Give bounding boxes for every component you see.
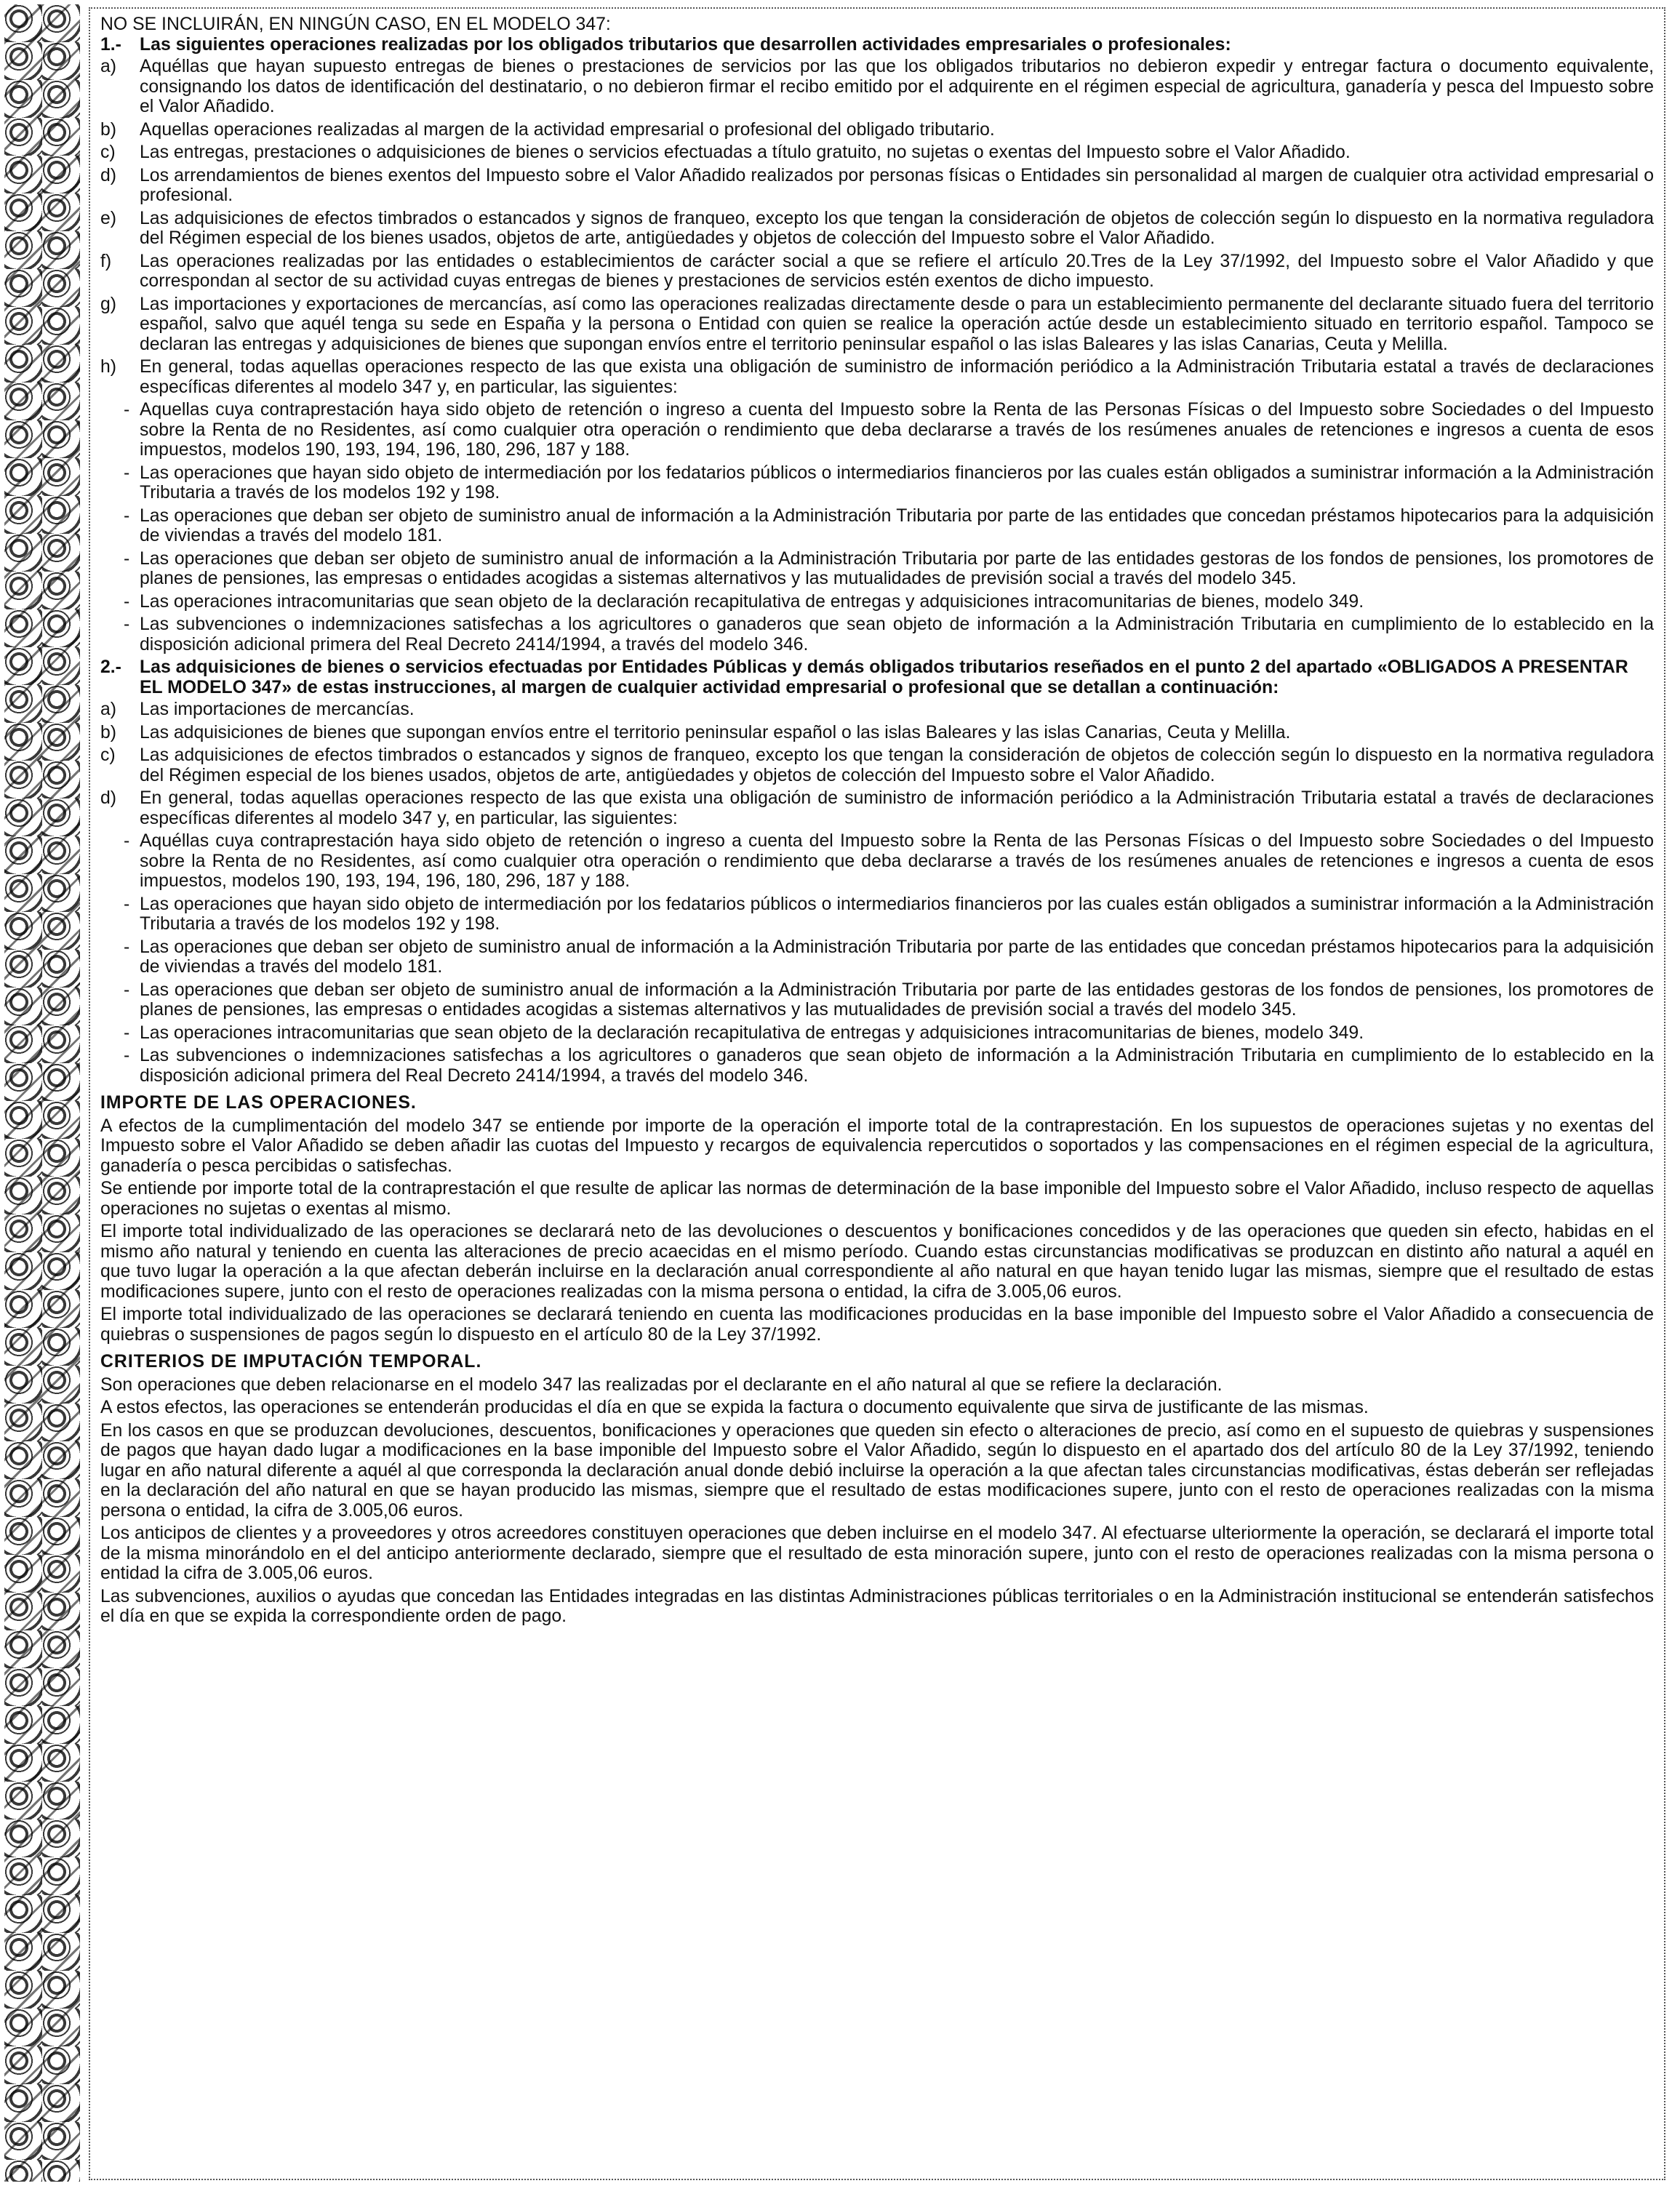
importe-title: IMPORTE DE LAS OPERACIONES. <box>100 1093 417 1113</box>
paragraph: Se entiende por importe total de la contraprestación el que resulte de aplicar las normas de determinación de la base imponible del Impuesto sobre el Valor Añadido, incluso respecto de aquellas operaciones no sujetas o exentas al mismo. <box>100 1179 1654 1219</box>
paragraph: En los casos en que se produzcan devoluciones, descuentos, bonificaciones y operaciones que queden sin efecto o alteraciones de precio, así como en el supuesto de quiebras y suspensiones de pagos que hayan dado lugar a modificaciones en la base imponible del Impuesto sobre el Valor Añadido, según lo dispuesto en el apartado dos del artículo 80 de la Ley 37/1992, teniendo lugar en año natural diferente a aquél al que corresponda la declaración anual donde debió incluirse la operación a la que afectan tales circunstancias modificativas, éstas deberán ser reflejadas en la declaración del año natural en que se hayan producido las mismas, siempre que el resultado de estas modificaciones supere, junto con el resto de operaciones realizadas con la misma persona o entidad, la cifra de 3.005,06 euros. <box>100 1420 1654 1521</box>
item-dash: - <box>124 614 130 634</box>
paragraph: A estos efectos, las operaciones se entenderán producidas el día en que se expida la factura o documento equivalente que sirva de justificante de las mismas. <box>100 1398 1369 1417</box>
item-text: Las operaciones que deban ser objeto de suministro anual de información a la Administración Tributaria por parte de las entidades gestoras de los fondos de pensiones, los promotores de planes de pensiones, las empresas o entidades acogidas a sistemas alternativos y las mutualidades de previsión social a través del modelo 345. <box>140 980 1654 1020</box>
item-text: Las adquisiciones de bienes que supongan envíos entre el territorio peninsular español o las islas Baleares y las islas Canarias, Ceuta y Melilla. <box>140 722 1291 742</box>
list-item <box>100 700 1654 720</box>
item-text: Las entregas, prestaciones o adquisiciones de bienes o servicios efectuadas a título gratuito, no sujetas o exentas del Impuesto sobre el Valor Añadido. <box>140 143 1351 162</box>
page-heading: NO SE INCLUIRÁN, EN NINGÚN CASO, EN EL MODELO 347: <box>100 15 611 34</box>
section-title-text: Las siguientes operaciones realizadas por los obligados tributarios que desarrollen actividades empresariales o profesionales: <box>140 34 1231 55</box>
section-number: 1.- <box>100 34 121 55</box>
section-1-title <box>100 35 1654 55</box>
list-item <box>100 788 1654 828</box>
item-label: g) <box>100 294 117 314</box>
item-dash: - <box>124 591 130 612</box>
item-text: Aquellas operaciones realizadas al margen de la actividad empresarial o profesional del obligado tributario. <box>140 119 995 140</box>
list-item <box>100 252 1654 292</box>
item-dash: - <box>124 400 130 420</box>
item-text: Las operaciones que deban ser objeto de suministro anual de información a la Administración Tributaria por parte de las entidades que concedan préstamos hipotecarios para la adquisición de viviendas a través del modelo 181. <box>140 505 1654 545</box>
item-text: En general, todas aquellas operaciones respecto de las que exista una obligación de suministro de información periódico a la Administración Tributaria estatal a través de declaraciones específicas diferentes al modelo 347 y, en particular, las siguientes: <box>140 788 1654 828</box>
list-item <box>100 723 1654 743</box>
sub-list-item <box>124 1023 1654 1044</box>
sub-list-item <box>124 506 1654 546</box>
item-label: d) <box>100 165 117 185</box>
decorative-border-pattern <box>4 4 80 2182</box>
item-dash: - <box>124 1046 130 1065</box>
list-item <box>100 166 1654 206</box>
item-dash: - <box>124 463 130 483</box>
list-item <box>100 209 1654 249</box>
list-item <box>100 295 1654 355</box>
item-label: h) <box>100 357 117 377</box>
item-label: b) <box>100 119 117 140</box>
section-2-title <box>100 657 1654 697</box>
item-text: Las operaciones que hayan sido objeto de intermediación por los fedatarios públicos o intermediarios financieros por las cuales están obligados a suministrar información a la Administración Tributaria a través de los modelos 192 y 198. <box>140 463 1654 503</box>
list-item <box>100 143 1654 163</box>
paragraph: El importe total individualizado de las operaciones se declarará teniendo en cuenta las modificaciones producidas en la base imponible del Impuesto sobre el Valor Añadido a consecuencia de quiebras o suspensiones de pagos según lo dispuesto en el artículo 80 de la Ley 37/1992. <box>100 1305 1654 1345</box>
sub-list-item <box>124 980 1654 1020</box>
section-title-text: Las adquisiciones de bienes o servicios efectuadas por Entidades Públicas y demás obligados tributarios reseñados en el punto 2 del apartado «OBLIGADOS A PRESENTAR EL MODELO 347» de estas instrucciones, al margen de cualquier actividad empresarial o profesional que se detallan a continuación: <box>140 657 1628 697</box>
item-text: Las importaciones y exportaciones de mercancías, así como las operaciones realizadas directamente desde o para un establecimiento permanente del declarante situado fuera del territorio español, salvo que aquél tenga su sede en España y la persona o Entidad con quien se realice la operación actúe desde un establecimiento situado en territorio español. Tampoco se declaran las entregas y adquisiciones de bienes que supongan envíos entre el territorio peninsular español o las islas Baleares y las islas Canarias, Ceuta y Melilla. <box>140 294 1654 354</box>
item-text: Las operaciones intracomunitarias que sean objeto de la declaración recapitulativa de entregas y adquisiciones intracomunitarias de bienes, modelo 349. <box>140 591 1364 612</box>
item-label: c) <box>100 745 116 765</box>
sub-list-item <box>124 549 1654 589</box>
item-dash: - <box>124 894 130 914</box>
section-1-subitems <box>100 400 1654 654</box>
sub-list-item <box>124 400 1654 460</box>
item-text: Las operaciones que deban ser objeto de suministro anual de información a la Administración Tributaria por parte de las entidades que concedan préstamos hipotecarios para la adquisición de viviendas a través del modelo 181. <box>140 937 1654 977</box>
item-dash: - <box>124 980 130 1000</box>
item-dash: - <box>124 548 130 569</box>
item-text: Las operaciones realizadas por las entidades o establecimientos de carácter social a que se refiere el artículo 20.Tres de la Ley 37/1992, del Impuesto sobre el Valor Añadido y que correspondan al sector de su actividad cuyas entregas de bienes y prestaciones de servicios estén exentos de dicho impuesto. <box>140 251 1654 291</box>
sub-list-item <box>124 1046 1654 1086</box>
item-label: f) <box>100 251 112 271</box>
item-text: Las importaciones de mercancías. <box>140 700 415 719</box>
list-item <box>100 357 1654 397</box>
item-text: Las adquisiciones de efectos timbrados o estancados y signos de franqueo, excepto los que tengan la consideración de objetos de colección según lo dispuesto en la normativa reguladora del Régimen especial de los bienes usados, objetos de arte, antigüedades y objetos de colección del Impuesto sobre el Valor Añadido. <box>140 745 1654 785</box>
paragraph: Las subvenciones, auxilios o ayudas que concedan las Entidades integradas en las distintas Administraciones públicas territoriales o en la Administración institucional se entenderán satisfechos el día en que se expida la correspondiente orden de pago. <box>100 1586 1654 1626</box>
item-dash: - <box>124 831 130 851</box>
item-text: Los arrendamientos de bienes exentos del Impuesto sobre el Valor Añadido realizados por personas físicas o Entidades sin personalidad al margen de cualquier otra actividad empresarial o profesional. <box>140 165 1654 205</box>
paragraph: Son operaciones que deben relacionarse en el modelo 347 las realizadas por el declarante en el año natural al que se refiere la declaración. <box>100 1374 1223 1395</box>
item-label: d) <box>100 788 117 808</box>
sub-list-item <box>124 894 1654 934</box>
paragraph: Los anticipos de clientes y a proveedores y otros acreedores constituyen operaciones que deben incluirse en el modelo 347. Al efectuarse ulteriormente la operación, se declarará el importe total de la misma minorándolo en el del anticipo anteriormente declarado, siempre que el resultado de esta minoración supere, junto con el resto de operaciones realizadas con la misma persona o entidad la cifra de 3.005,06 euros. <box>100 1524 1654 1583</box>
criterios-paragraphs <box>100 1375 1654 1627</box>
paragraph: A efectos de la cumplimentación del modelo 347 se entiende por importe de la operación el importe total de la contraprestación. En los supuestos de operaciones sujetas y no exentas del Impuesto sobre el Valor Añadido se deben añadir las cuotas del Impuesto y recargos de equivalencia repercutidos o soportados y las compensaciones en el régimen especial de la agricultura, ganadería o pesca percibidas o satisfechas. <box>100 1116 1654 1176</box>
paragraph: El importe total individualizado de las operaciones se declarará neto de las devoluciones o descuentos y bonificaciones concedidos y de las operaciones que queden sin efecto, habidas en el mismo año natural y teniendo en cuenta las alteraciones de precio acaecidas en el mismo período. Cuando estas circunstancias modificativas se produzcan en distinto año natural a aquél en que tuvo lugar la operación a la que afectan deberán incluirse en la declaración anual correspondiente al año natural en que hayan tenido lugar las mismas, siempre que el resultado de estas modificaciones supere, junto con el resto de operaciones realizadas con la misma persona o entidad, la cifra de 3.005,06 euros. <box>100 1222 1654 1302</box>
item-text: En general, todas aquellas operaciones respecto de las que exista una obligación de suministro de información periódico a la Administración Tributaria estatal a través de declaraciones específicas diferentes al modelo 347 y, en particular, las siguientes: <box>140 357 1654 397</box>
document-body <box>89 7 1665 2180</box>
sub-list-item <box>124 463 1654 503</box>
section-number: 2.- <box>100 657 121 677</box>
item-label: a) <box>100 700 117 719</box>
list-item <box>100 57 1654 117</box>
item-text: Aquéllas que hayan supuesto entregas de bienes o prestaciones de servicios por las que los obligados tributarios no debieron expedir y entregar factura o documento equivalente, consignando los datos de identificación del destinatario, o no debieron firmar el recibo emitido por el adquirente en el régimen especial de agricultura, ganadería y pesca del Impuesto sobre el Valor Añadido. <box>140 57 1654 116</box>
list-item <box>100 120 1654 140</box>
item-label: c) <box>100 143 116 162</box>
sub-list-item <box>124 937 1654 977</box>
sub-list-item <box>124 614 1654 654</box>
item-label: b) <box>100 722 117 742</box>
item-dash: - <box>124 937 130 957</box>
section-2-subitems <box>100 831 1654 1086</box>
item-text: Las adquisiciones de efectos timbrados o estancados y signos de franqueo, excepto los que tengan la consideración de objetos de colección según lo dispuesto en la normativa reguladora del Régimen especial de los bienes usados, objetos de arte, antigüedades y objetos de colección del Impuesto sobre el Valor Añadido. <box>140 208 1654 248</box>
item-text: Las operaciones intracomunitarias que sean objeto de la declaración recapitulativa de entregas y adquisiciones intracomunitarias de bienes, modelo 349. <box>140 1022 1364 1043</box>
importe-paragraphs <box>100 1116 1654 1345</box>
item-label: a) <box>100 57 117 76</box>
section-1-items <box>100 57 1654 397</box>
list-item <box>100 745 1654 785</box>
item-text: Las operaciones que hayan sido objeto de intermediación por los fedatarios públicos o intermediarios financieros por las cuales están obligados a suministrar información a la Administración Tributaria a través de los modelos 192 y 198. <box>140 894 1654 934</box>
item-text: Aquellas cuya contraprestación haya sido objeto de retención o ingreso a cuenta del Impuesto sobre la Renta de las Personas Físicas o del Impuesto sobre Sociedades o del Impuesto sobre la Renta de no Residentes, así como cualquier otra operación o rendimiento que deba declararse a través de los resúmenes anuales de retenciones e ingresos a cuenta de esos impuestos, modelos 190, 193, 194, 196, 180, 296, 187 y 188. <box>140 400 1654 460</box>
section-2-items <box>100 700 1654 828</box>
sub-list-item <box>124 831 1654 892</box>
item-text: Las operaciones que deban ser objeto de suministro anual de información a la Administración Tributaria por parte de las entidades gestoras de los fondos de pensiones, los promotores de planes de pensiones, las empresas o entidades acogidas a sistemas alternativos y las mutualidades de previsión social a través del modelo 345. <box>140 548 1654 588</box>
item-label: e) <box>100 208 117 228</box>
item-text: Las subvenciones o indemnizaciones satisfechas a los agricultores o ganaderos que sean objeto de información a la Administración Tributaria en cumplimiento de lo establecido en la disposición adicional primera del Real Decreto 2414/1994, a través del modelo 346. <box>140 614 1654 654</box>
item-dash: - <box>124 1022 130 1043</box>
item-text: Aquéllas cuya contraprestación haya sido objeto de retención o ingreso a cuenta del Impuesto sobre la Renta de las Personas Físicas o del Impuesto sobre Sociedades o del Impuesto sobre la Renta de no Residentes, así como cualquier otra operación o rendimiento que deba declararse a través de los resúmenes anuales de retenciones e ingresos a cuenta de esos impuestos, modelos 190, 193, 194, 196, 180, 296, 187 y 188. <box>140 831 1654 891</box>
sub-list-item <box>124 592 1654 612</box>
criterios-title: CRITERIOS DE IMPUTACIÓN TEMPORAL. <box>100 1352 482 1372</box>
item-text: Las subvenciones o indemnizaciones satisfechas a los agricultores o ganaderos que sean objeto de información a la Administración Tributaria en cumplimiento de lo establecido en la disposición adicional primera del Real Decreto 2414/1994, a través del modelo 346. <box>140 1046 1654 1086</box>
item-dash: - <box>124 505 130 526</box>
